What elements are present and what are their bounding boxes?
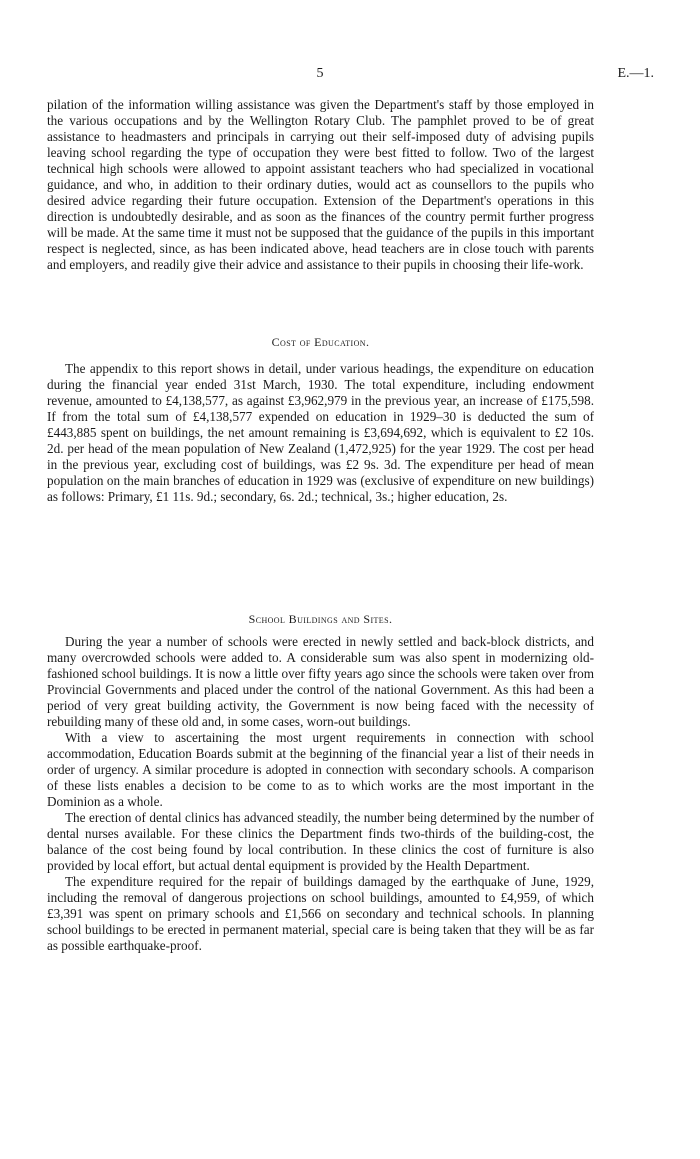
school-buildings-paragraph: The erection of dental clinics has advanced steadily, the number being determined by the number of dental nurses available. For these clinics the Department finds two-thirds of the building-cost, the balance of the cost being found by local contribution. In these clinics the cost of furniture is also provided by local effort, but actual dental equipment is provided by the Health Department. [47, 810, 594, 873]
intro-paragraph: pilation of the information willing assistance was given the Department's staff by those employed in the various occupations and by the Wellington Rotary Club. The pamphlet proved to be of great assistance to headmasters and principals in carrying out their self-imposed duty of advising pupils leaving school regarding the type of occupation they were best fitted to follow. Two of the largest technical high schools were allowed to appoint assistant teachers who had specialized in vocational guidance, and who, in addition to their ordinary duties, would act as counsellors to the pupils who desired advice regarding their future occupation. Extension of the Department's operations in this direction is undoubtedly desirable, and as soon as the finances of the country permit further progress will be made. At the same time it must not be supposed that the guidance of the pupils in this important respect is neglected, since, as has been indicated above, head teachers are in close touch with parents and employers, and readily give their advice and assistance to their pupils in choosing their life-work. [47, 97, 594, 272]
school-buildings-paragraph: The expenditure required for the repair of buildings damaged by the earthquake of June, 1929, including the removal of dangerous projections on school buildings, amounted to £4,959, of which £3,391 was spent on primary schools and £1,566 on secondary and technical schools. In planning school buildings to be erected in permanent material, special care is being taken that they will be as far as possible earthquake-proof. [47, 874, 594, 953]
cost-of-education-section [47, 361, 594, 505]
document-reference: E.—1. [617, 66, 654, 81]
cost-of-education-paragraph: The appendix to this report shows in detail, under various headings, the expenditure on education during the financial year ended 31st March, 1930. The total expenditure, including endowment revenue, amounted to £4,138,577, as against £3,962,979 in the previous year, an increase of £175,598. If from the total sum of £4,138,577 expended on education in 1929–30 is deducted the sum of £443,885 spent on buildings, the net amount remaining is £3,694,692, which is equivalent to £2 10s. 2d. per head of the mean population of New Zealand (1,472,925) for the year 1929. The cost per head in the previous year, excluding cost of buildings, was £2 9s. 3d. The expenditure per head of mean population on the main branches of education in 1929 was (exclusive of expenditure on new buildings) as follows: Primary, £1 11s. 9d.; secondary, 6s. 2d.; technical, 3s.; higher education, 2s. [47, 361, 594, 504]
intro-section [47, 97, 594, 273]
school-buildings-heading: School Buildings and Sites. [248, 612, 393, 626]
cost-of-education-heading: Cost of Education. [271, 335, 370, 349]
school-buildings-paragraph: During the year a number of schools were erected in newly settled and back-block districts, and many overcrowded schools were added to. A considerable sum was also spent in modernizing old-fashioned school buildings. It is now a little over fifty years ago since the schools were taken over from Provincial Governments and placed under the control of the national Government. As this had been a period of very great building activity, the Government is now being faced with the necessity of rebuilding many of these old and, in some cases, worn-out buildings. [47, 634, 594, 729]
page-number: 5 [316, 66, 324, 81]
school-buildings-paragraph: With a view to ascertaining the most urgent requirements in connection with school accommodation, Education Boards submit at the beginning of the financial year a list of their needs in order of urgency. A similar procedure is adopted in connection with secondary schools. A comparison of these lists enables a decision to be come to as to which works are the most important in the Dominion as a whole. [47, 730, 594, 809]
school-buildings-section [47, 634, 594, 954]
